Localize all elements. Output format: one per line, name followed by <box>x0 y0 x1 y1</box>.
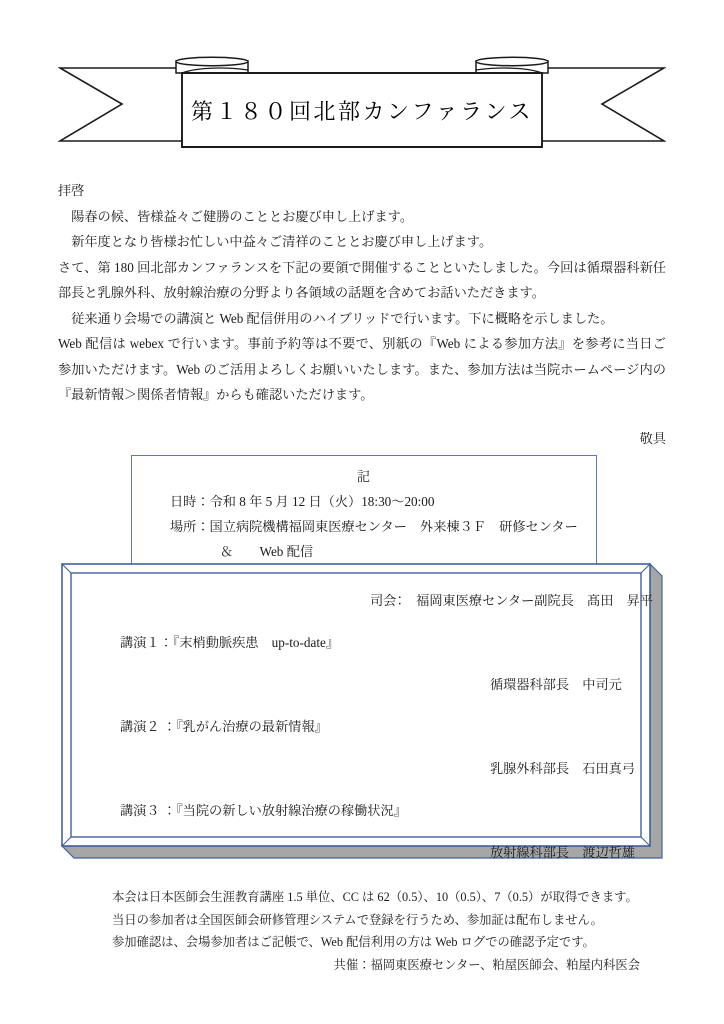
footer-note-2: 当日の参加者は全国医師会研修管理システムで登録を行うため、参加証は配布しません。 <box>112 912 603 927</box>
letter-paragraph-2: 新年度となり皆様お忙しい中益々ご清祥のこととお慶び申し上げます。 <box>71 234 493 249</box>
footer-note-3: 参加確認は、会場参加者はご記帳で、Web 配信利用の方は Web ログでの確認予定です。 <box>112 935 595 949</box>
lecture-2-title: 講演２ ：『乳がん治療の最新情報』 <box>120 719 328 734</box>
event-details-box <box>131 455 597 577</box>
footer-note-1: 本会は日本医師会生涯教育講座 1.5 単位、CC は 62（0.5）、10（0.5）、7（0.5）が取得できます。 <box>112 890 638 904</box>
program-content <box>72 574 653 860</box>
details-datetime: 日時：令和 8 年 5 月 12 日（火）18:30〜20:00 <box>170 494 435 509</box>
letter-paragraph-1: 陽春の候、皆様益々ご健勝のこととお慶び申し上げます。 <box>71 208 414 224</box>
details-venue-sub: ＆ Web 配信 <box>220 544 314 559</box>
lecture-1-title: 講演１：『末梢動脈疾患 up-to-date』 <box>120 635 340 650</box>
letter-body <box>58 178 666 451</box>
ribbon-shape-icon <box>58 55 666 155</box>
letter-closing: 敬具 <box>639 430 666 446</box>
lecture-1-speaker: 循環器科部長 中司元 <box>490 677 622 692</box>
letter-paragraph-5: Web 配信は webex で行います。事前予約等は不要で、別紙の『Web による参加方法』を参考に当日ご参加いただけます。Web のご活用よろしくお願いいたします。また、参加方法は当院ホームページ内の『最新情報＞関係者情報』からも確認いただけます。 <box>58 336 666 402</box>
lecture-3-title: 講演３ ：『当院の新しい放射線治療の稼働状況』 <box>120 803 407 818</box>
footer-notes <box>112 886 640 976</box>
details-heading: 記 <box>356 469 372 484</box>
salutation: 拝啓 <box>58 183 85 198</box>
lecture-3-speaker: 放射線科部長 渡辺哲雄 <box>490 845 636 860</box>
program-host: 司会： 福岡東医療センター副院長 髙田 昇平 <box>370 593 653 608</box>
program-box <box>60 562 664 860</box>
letter-paragraph-4: 従来通り会場での講演と Web 配信併用のハイブリッドで行います。下に概略を示しました。 <box>71 310 614 326</box>
footer-cohost: 共催：福岡東医療センター、粕屋医師会、粕屋内科医会 <box>333 957 640 972</box>
title-banner <box>58 55 666 155</box>
lecture-2-speaker: 乳腺外科部長 石田真弓 <box>490 761 636 776</box>
details-venue: 場所：国立病院機構福岡東医療センター 外来棟３Ｆ 研修センター <box>170 519 578 534</box>
banner-title-text: 第１８０回北部カンファランス <box>191 98 533 124</box>
letter-paragraph-3: さて、第 180 回北部カンファランスを下記の要領で開催することといたしました。今回は循環器科新任部長と乳腺外科、放射線治療の分野より各領域の話題を含めてお話いただきます。 <box>58 259 666 300</box>
